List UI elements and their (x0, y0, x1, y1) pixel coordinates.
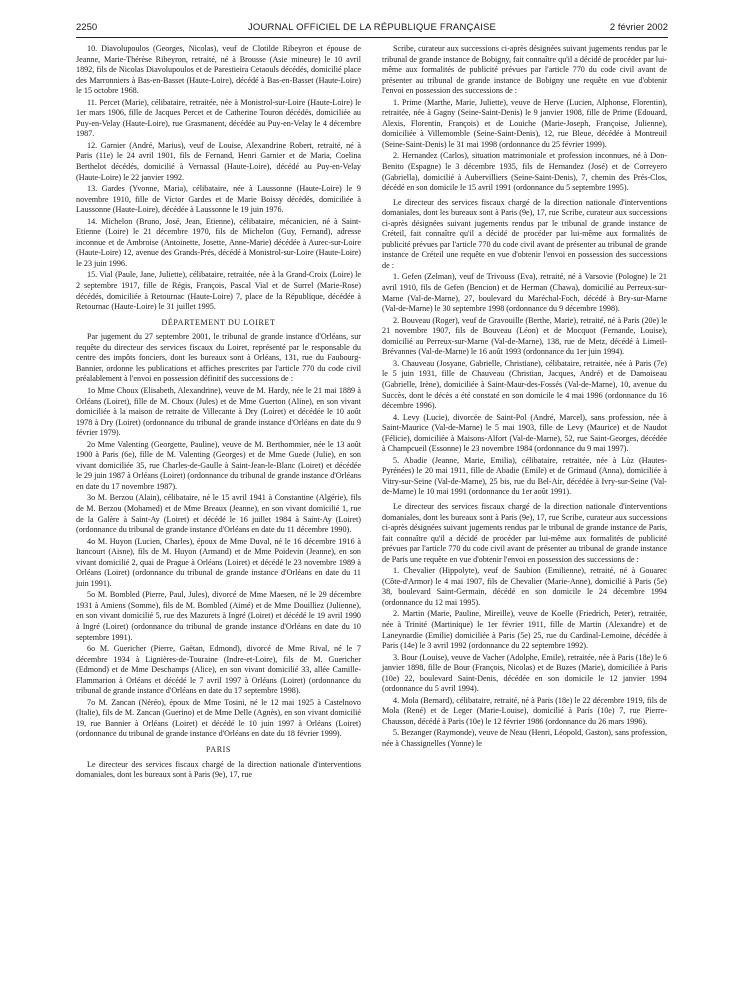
entry-paragraph: 13. Gardes (Yvonne, Maria), célibataire, née à Laussonne (Haute-Loire) le 9 novembre 1910, fille de Victor Gardes et de Marie Boissy décédés, domiciliée à Laussonne (Haute-Loire), décédée à Laussonne le 19 juin 1976. (76, 184, 361, 215)
entry-paragraph: 1. Chevalier (Hippolyte), veuf de Saubion (Emilienne), retraité, né à Gouarec (Côte-d'Armor) le 4 mai 1907, fils de Chevalier (Marie-Anne), domicilié à Paris (5e) 38, boulevard Saint-Germain, décédé en son domicile le 24 décembre 1994 (ordonnance du 12 mai 1995). (382, 566, 667, 607)
entry-paragraph: 1o Mme Choux (Elisabeth, Alexandrine), veuve de M. Hardy, née le 21 mai 1889 à Orléans (Loiret), fille de M. Choux (Jules) et de Mme Guerton (Aline), en son vivant domiciliée à la maison de retraite de Villecante à Dry (Loiret) et décédée le 10 août 1978 à Dry (Loiret) (ordonnance du tribunal de grande instance d'Orléans en date du 9 février 1979). (76, 385, 361, 438)
entry-paragraph: 4o M. Huyon (Lucien, Charles), époux de Mme Duval, né le 16 décembre 1916 à Itancourt (Aisne), fils de M. Huyon (Armand) et de Mme Poidevin (Jeanne), en son vivant domicilié 2, quai de Prague à Orléans (Loiret) et décédé le 23 novembre 1989 à Orléans (Loiret) (ordonnance du tribunal de grande instance d'Orléans en date du 11 juin 1991). (76, 536, 361, 588)
entry-paragraph: 11. Percet (Marie), célibataire, retraitée, née à Monistrol-sur-Loire (Haute-Loire) le 1er mars 1906, fille de Jacques Percet et de Catherine Touron décédés, domiciliée au Puy-en-Velay (Haute-Loire), rue Grasmanent, décédée au Puy-en-Velay le 4 décembre 1987. (76, 97, 361, 139)
notice-paragraph: Le directeur des services fiscaux chargé de la direction nationale d'interventions domaniales, dont les bureaux sont à Paris (9e), 17, rue Scribe, curateur aux successions ci-après désignées suivant jugements rendus par le tribunal de grande instance de Paris, fait connaître qu'il a décidé de procéder par lui-même aux formalités de publicité prévues par l'article 770 du code civil avant de présenter au tribunal de grande instance de Paris une requête en vue d'obtenir l'envoi en possession des successions de : (382, 501, 667, 564)
entry-paragraph: 3o M. Berzou (Alain), célibataire, né le 15 avril 1941 à Constantine (Algérie), fils de M. Berzou (Mohamed) et de Mme Breaux (Jeanne), en son vivant domicilié 1, rue de la Galère à Saint-Ay (Loiret) et décédé le 16 juillet 1984 à Saint-Ay (Loiret) (ordonnance du tribunal de grande instance d'Orléans en date du 11 décembre 1990). (76, 493, 361, 535)
entry-paragraph: 4. Mola (Bernard), célibataire, retraité, né à Paris (18e) le 22 décembre 1919, fils de Mola (René) et de Leger (Marie-Louise), domicilié à Paris (10e) 7, rue Pierre-Chausson, décédé à Paris (10e) le 12 février 1986 (ordonnance du 26 mars 1996). (382, 695, 667, 726)
entry-paragraph: 15. Vial (Paule, Jane, Juliette), célibataire, retraitée, née à la Grand-Croix (Loire) le 2 septembre 1917, fille de Régis, François, Pascal Vial et de Surrel (Marie-Rose) décédés, domiciliée à Retournac (Haute-Loire) 7, place de la République, décédée à Retournac (Haute-Loire) le 31 juillet 1995. (76, 270, 361, 312)
entry-paragraph: Par jugement du 27 septembre 2001, le tribunal de grande instance d'Orléans, sur requête du directeur des services fiscaux du Loiret, représenté par le responsable du centre des impôts fonciers, dont les bureaux sont à Orléans, 131, rue du Faubourg-Bannier, ordonne les publications et affiches prescrites par l'article 770 du code civil préalablement à l'envoi en possession définitif des successions de : (76, 332, 361, 384)
entry-paragraph: 5. Abadie (Jeanne, Marie, Emilia), célibataire, retraitée, née à Lùz (Hautes-Pyrénées) le 20 mai 1911, fille de Abadie (Emile) et de Grimaud (Anna), domiciliée à Vitry-sur-Seine (Val-de-Marne), 25 bis, rue du Bel-Air, décédée à Ivry-sur-Seine (Val-de-Marne) le 10 mai 1991 (ordonnance du 1er août 1991). (382, 455, 667, 497)
entry-paragraph: 2. Martin (Marie, Pauline, Mireille), veuve de Koelle (Friedrich, Peter), retraitée, née à Trinité (Martinique) le 1er février 1911, fille de Martin (Alexandre) et de Laneynardie (Emilie) domiciliée à Paris (5e) 25, rue du Cardinal-Lemoine, décédée à Paris (14e) le 3 avril 1992 (ordonnance du 22 septembre 1992). (382, 609, 667, 651)
section-heading: PARIS (206, 745, 231, 754)
page-number: 2250 (76, 22, 98, 33)
entry-paragraph: 5. Bezanger (Raymonde), veuve de Neau (Henri, Léopold, Gaston), sans profession, née à Chassignelles (Yonne) le (382, 728, 667, 748)
page-header (76, 20, 668, 36)
issue-date: 2 février 2002 (609, 22, 668, 33)
entry-paragraph: 2. Bouveau (Roger), veuf de Gravouille (Berthe, Marie), retraité, né à Paris (20e) le 21 novembre 1907, fils de Bouveau (Léon) et de Mocquot (Fernande, Louise), domicilié au Perreux-sur-Marne (Val-de-Marne), 138, rue de Metz, décédé à Limeil-Brévannes (Val-de-Marne) le 16 août 1993 (ordonnance du 1er juin 1994). (382, 315, 667, 357)
entry-paragraph: 1. Gefen (Zelman), veuf de Trivouss (Eva), retraité, né à Varsovie (Pologne) le 21 avril 1910, fils de Gefen (Bencion) et de Herman (Chawa), domicilié au Perreux-sur-Marne (Val-de-Marne), 27, boulevard du Maréchal-Foch, décédé à Bry-sur-Marne (Val-de-Marne) le 30 septembre 1998 (ordonnance du 9 décembre 1998). (382, 272, 667, 314)
entry-paragraph: Scribe, curateur aux successions ci-après désignées suivant jugements rendus par le tribunal de grande instance de Bobigny, fait connaître qu'il a décidé de procéder par lui-même aux formalités de publicité prévues par l'article 770 du code civil avant de présenter au tribunal de grande instance de Bobigny une requête en vue d'obtenir l'envoi en possession des successions de : (382, 44, 667, 96)
journal-title: JOURNAL OFFICIEL DE LA RÉPUBLIQUE FRANÇAISE (247, 22, 497, 33)
entry-paragraph: 2o Mme Valenting (Georgette, Pauline), veuve de M. Berthommier, née le 13 août 1900 à Paris (6e), fille de M. Valenting (Georges) et de Mme Guede (Julie), en son vivant domiciliée 35, rue Charles-de-Gaulle à Saint-Jean-le-Blanc (Loiret) et décédée le 29 juin 1987 à Orléans (Loiret) (ordonnance du tribunal de grande instance d'Orléans en date du 17 novembre 1987). (76, 439, 361, 491)
notice-paragraph: Le directeur des services fiscaux chargé de la direction nationale d'interventions domaniales, dont les bureaux sont à Paris (9e), 17, rue Scribe, curateur aux successions ci-après désignées suivant jugements rendus par le tribunal de grande instance de Créteil, fait connaître qu'il a décidé de procéder par lui-même aux formalités de publicité prévues par l'article 770 du code civil avant de présenter au tribunal de grande instance de Créteil une requête en vue d'obtenir l'envoi en possession des successions de : (382, 197, 667, 270)
entry-paragraph: 1. Prime (Marthe, Marie, Juliette), veuve de Herve (Lucien, Alphonse, Florentin), retraitée, née à Gagny (Seine-Saint-Denis) le 9 janvier 1908, fille de Prime (Edouard, Alexis, Florentin, François) et de Louiche (Marie-Joseph, Françoise, Julienne), domiciliée à Villemomble (Seine-Saint-Denis), 12, rue Bleue, décédée à Montreuil (Seine-Saint-Denis) le 31 mai 1998 (ordonnance du 25 février 1999). (382, 97, 667, 149)
entry-paragraph: 5o M. Bombled (Pierre, Paul, Jules), divorcé de Mme Maesen, né le 29 décembre 1931 à Amiens (Somme), fils de M. Bombled (Aimé) et de Mme Douilliez (Julienne), en son vivant domicilié 5, rue des Mazurets à Ingré (Loiret) et décédé le 19 avril 1990 à Ingré (Loiret) (ordonnance du tribunal de grande instance d'Orléans en date du 10 septembre 1991). (76, 590, 361, 642)
entry-paragraph: Le directeur des services fiscaux chargé de la direction nationale d'interventions domaniales, dont les bureaux sont à Paris (9e), 17, rue (76, 759, 361, 780)
entry-paragraph: 2. Hernandez (Carlos), situation matrimoniale et profession inconnues, né à Don-Benito (Espagne) le 3 décembre 1935, fils de Hernandez (José) et de Correyero (Gabriella), domicilié à Aubervilliers (Seine-Saint-Denis), 7, chemin des Prés-Clos, décédé en son domicile le 15 avril 1991 (ordonnance du 5 septembre 1995). (382, 151, 667, 193)
entry-paragraph: 10. Diavolupoulos (Georges, Nicolas), veuf de Clotilde Ribeyron et épouse de Jeanne, Marie-Thérèse Ribeyron, retraité, né à Brousse (Asie mineure) le 10 avril 1892, fils de Nicolas Diavolupoulos et de Parestieira Cetaouls décédés, domicilié place des Marronniers à Bas-en-Basset (Haute-Loire), décédé à Bas-en-Basset (Haute-Loire) le 15 octobre 1968. (76, 44, 361, 96)
entry-paragraph: 6o M. Guericher (Pierre, Gaëtan, Edmond), divorcé de Mme Rival, né le 7 décembre 1934 à Lignières-de-Touraine (Indre-et-Loire), fils de M. Guericher (Edmond) et de Mme Deschamps (Alice), en son vivant domicilié 33, allée Camille-Flammarion à Orléans et décédé le 7 avril 1997 à Orléans (Loiret) (ordonnance du tribunal de grande instance d'Orléans en date du 17 septembre 1998). (76, 644, 361, 696)
entry-paragraph: 3. Chauveau (Josyane, Gabrielle, Christiane), célibataire, retraitée, née à Paris (7e) le 5 juin 1931, fille de Chauveau (Christian, Jacques, André) et de Damoiseau (Gabrielle, Irène), domiciliée à Saint-Maur-des-Fossés (Val-de-Marne), 10, avenue du Succès, dont le décès a été constaté en son domicile le 4 mai 1996 (ordonnance du 16 décembre 1996). (382, 358, 667, 411)
entry-paragraph: 14. Michelon (Bruno, José, Jean, Etienne), célibataire, mécanicien, né à Saint-Etienne (Loire) le 21 décembre 1970, fils de Michelon (Guy, Fernand), adresse inconnue et de Ambroise (Antoinette, Josette, Anne-Marie) décédée à Aurec-sur-Loire (Haute-Loire) 12, avenue des Grands-Prés, décédé à Monistrol-sur-Loire (Haute-Loire) le 23 juin 1996. (76, 216, 361, 268)
header-rule (76, 37, 668, 38)
left-column (76, 44, 361, 781)
right-column (382, 44, 667, 750)
entry-paragraph: 4. Levy (Lucie), divorcée de Saint-Pol (André, Marcel), sans profession, née à Saint-Maurice (Val-de-Marne) le 5 mai 1903, fille de Levy (Maurice) et de Naudot (Félicie), domiciliée à Maisons-Alfort (Val-de-Marne), 52, rue Saint-Georges, décédée à Champcueil (Essonne) le 23 novembre 1984 (ordonnance du 9 mai 1997). (382, 412, 667, 454)
entry-paragraph: 3. Bour (Louise), veuve de Vacher (Adolphe, Emile), retraitée, née à Paris (18e) le 6 janvier 1898, fille de Bour (François, Nicolas) et de Buzes (Marie), domiciliée à Paris (10e) 22, boulevard Saint-Denis, décédée en son domicile le 12 janvier 1994 (ordonnance du 5 avril 1994). (382, 652, 667, 694)
entry-paragraph: 12. Garnier (André, Marius), veuf de Louise, Alexandrine Robert, retraité, né à Paris (11e) le 24 avril 1901, fils de Fernand, Henri Garnier et de Maria, Coelina Berthelot décédés, domicilié à Vernassal (Haute-Loire), décédé au Puy-en-Velay (Haute-Loire) le 22 janvier 1992. (76, 140, 361, 182)
section-heading: DÉPARTEMENT DU LOIRET (161, 317, 276, 327)
entry-paragraph: 7o M. Zancan (Néréo), époux de Mme Tosini, né le 12 mai 1925 à Castelnovo (Italie), fils de M. Zancan (Guerino) et de Mme Delle (Agnès), en son vivant domicilié 19, rue Bannier à Orléans (Loiret) et décédé le 10 juin 1997 à Orléans (Loiret) (ordonnance du tribunal de grande instance d'Orléans en date du 18 février 1999). (76, 697, 361, 739)
